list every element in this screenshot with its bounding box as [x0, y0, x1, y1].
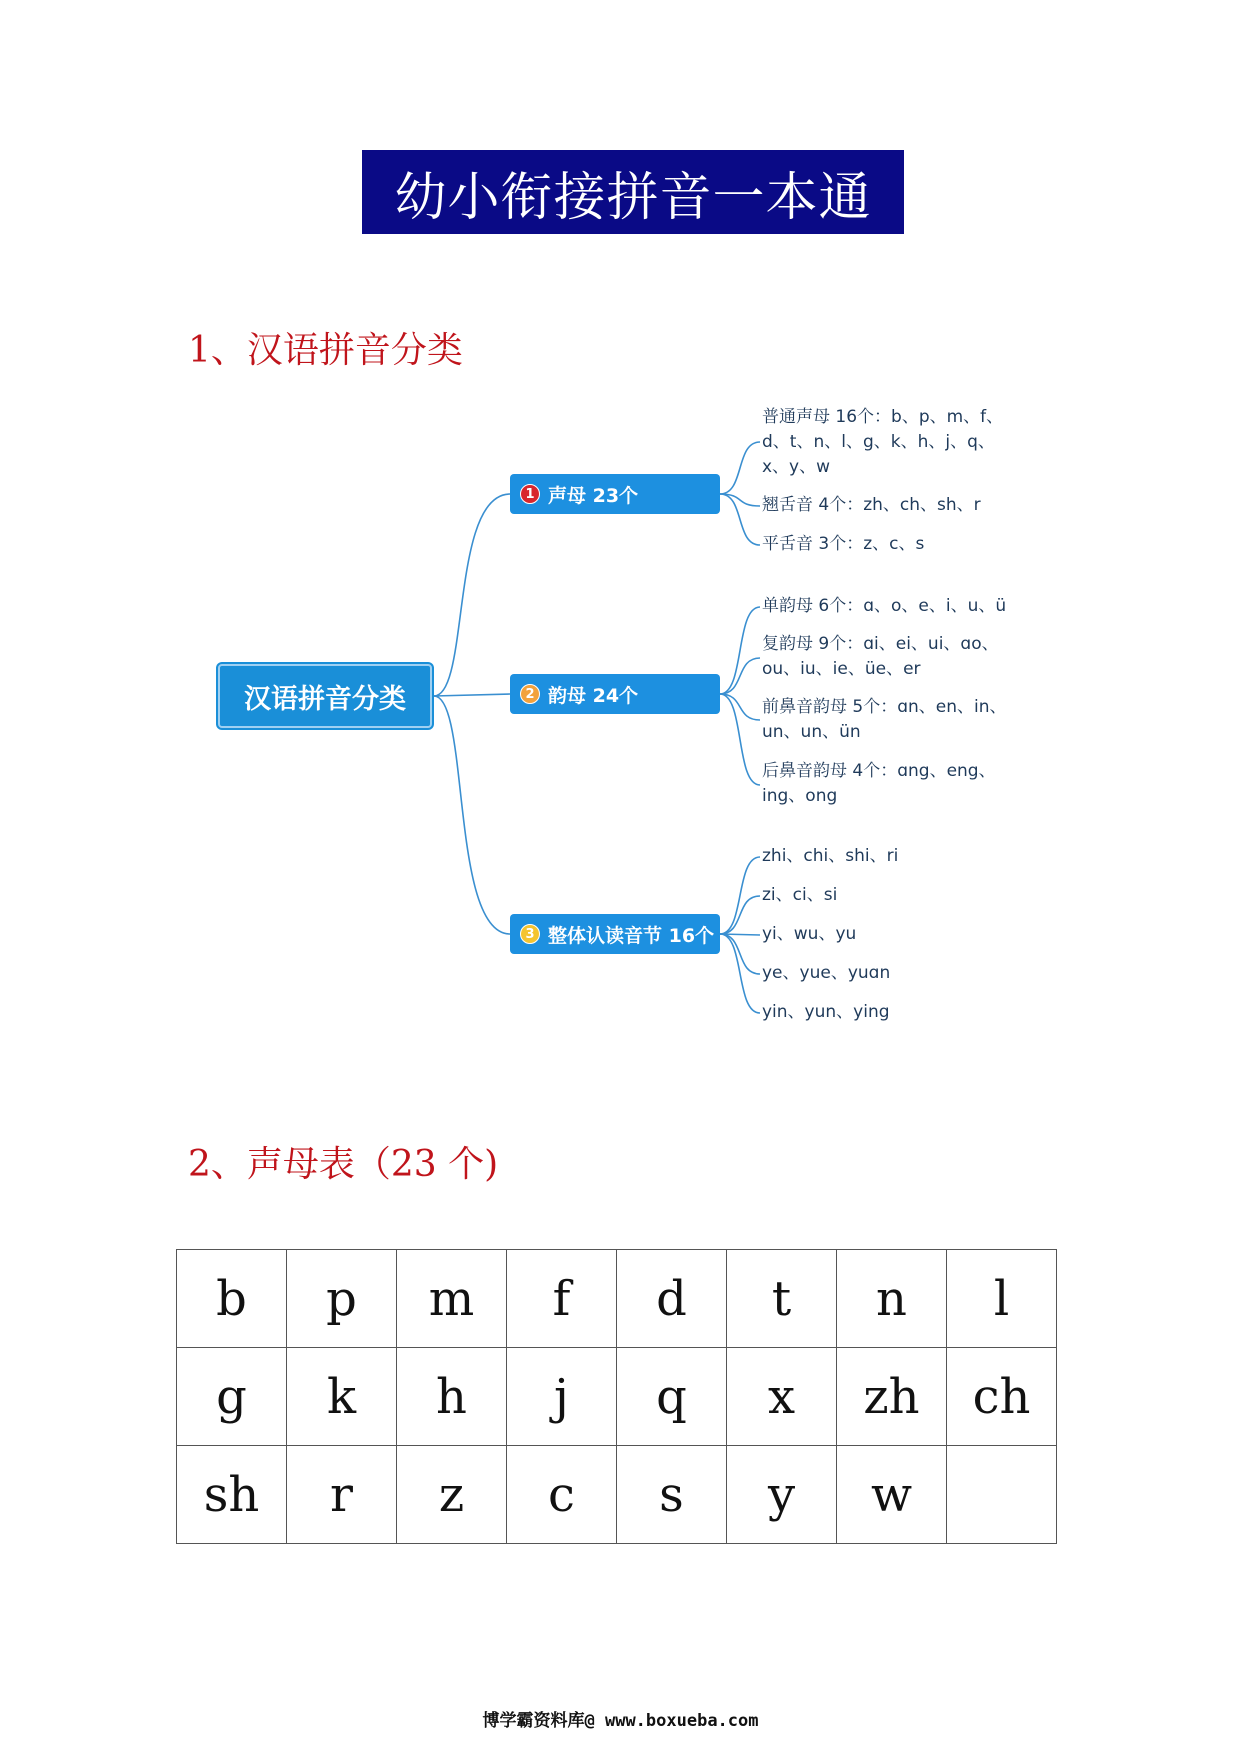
- connector-root-branch2: [434, 694, 510, 696]
- table-cell: ch: [947, 1348, 1057, 1446]
- mindmap-leaf: zi、ci、si: [762, 885, 838, 905]
- connector-root-branch1: [434, 494, 510, 696]
- initials-table: [176, 1249, 1057, 1544]
- mindmap-root-node: 汉语拼音分类: [218, 664, 432, 728]
- connector-b1-leaf1: [720, 442, 760, 494]
- connector-b3-leaf3: [720, 934, 760, 935]
- mindmap-branch-initials: [510, 474, 720, 514]
- table-cell: d: [617, 1250, 727, 1348]
- connector-b1-leaf2: [720, 494, 760, 506]
- connector-root-branch3: [434, 696, 510, 934]
- mindmap-leaf: 普通声母 16个：b、p、m、f、 d、t、n、l、g、k、h、j、q、 x、y、w: [762, 407, 1004, 477]
- connector-b2-leaf1: [720, 607, 760, 694]
- table-cell: b: [177, 1250, 287, 1348]
- table-cell: m: [397, 1250, 507, 1348]
- number-badge-icon: 2: [520, 684, 540, 704]
- mindmap-leaf: 复韵母 9个：ɑi、ei、ui、ɑo、 ou、iu、ie、üe、er: [762, 634, 999, 679]
- table-cell: y: [727, 1446, 837, 1544]
- number-badge-icon: 1: [520, 484, 540, 504]
- table-cell: h: [397, 1348, 507, 1446]
- table-cell: p: [287, 1250, 397, 1348]
- table-cell: q: [617, 1348, 727, 1446]
- footer-watermark: 博学霸资料库@ www.boxueba.com: [482, 1711, 759, 1731]
- table-cell: c: [507, 1446, 617, 1544]
- table-row: [177, 1446, 1057, 1544]
- table-cell: n: [837, 1250, 947, 1348]
- page-title: 幼小衔接拼音一本通: [362, 150, 904, 234]
- mindmap-leaf: 平舌音 3个：z、c、s: [762, 534, 925, 554]
- branch-label: 韵母 24个: [548, 684, 639, 707]
- table-row: [177, 1348, 1057, 1446]
- table-cell: w: [837, 1446, 947, 1544]
- table-cell: sh: [177, 1446, 287, 1544]
- branch-label: 声母 23个: [548, 484, 639, 507]
- connector-b3-leaf5: [720, 934, 760, 1013]
- mindmap-leaf: 前鼻音韵母 5个：ɑn、en、in、 un、un、ün: [762, 697, 1007, 742]
- section-heading-classification: 1、汉语拼音分类: [188, 330, 463, 371]
- mindmap-leaf: zhi、chi、shi、ri: [762, 846, 899, 866]
- connector-b3-leaf1: [720, 857, 760, 934]
- table-cell: z: [397, 1446, 507, 1544]
- mindmap-leaf: ye、yue、yuɑn: [762, 963, 891, 983]
- table-cell: j: [507, 1348, 617, 1446]
- connector-b2-leaf4: [720, 694, 760, 785]
- mindmap-leaf: yi、wu、yu: [762, 924, 857, 944]
- table-cell: k: [287, 1348, 397, 1446]
- connector-b3-leaf4: [720, 934, 760, 974]
- table-cell: r: [287, 1446, 397, 1544]
- connector-b2-leaf2: [720, 658, 760, 694]
- number-badge-icon: 3: [520, 924, 540, 944]
- section-heading-initials-table: 2、声母表（23 个): [188, 1144, 499, 1185]
- mindmap-leaf: 单韵母 6个：ɑ、o、e、i、u、ü: [762, 596, 1007, 616]
- table-cell: f: [507, 1250, 617, 1348]
- mindmap-branch-finals: [510, 674, 720, 714]
- branch-label: 整体认读音节 16个: [548, 924, 715, 947]
- connector-b2-leaf3: [720, 694, 760, 720]
- mindmap-leaf: 后鼻音韵母 4个：ɑng、eng、 ing、ong: [762, 761, 996, 806]
- table-row: [177, 1250, 1057, 1348]
- connector-b3-leaf2: [720, 896, 760, 934]
- table-cell: [947, 1446, 1057, 1544]
- table-cell: t: [727, 1250, 837, 1348]
- table-cell: s: [617, 1446, 727, 1544]
- table-cell: g: [177, 1348, 287, 1446]
- table-cell: l: [947, 1250, 1057, 1348]
- connector-b1-leaf3: [720, 494, 760, 545]
- mindmap-branch-whole-syllables: [510, 914, 720, 954]
- table-cell: zh: [837, 1348, 947, 1446]
- mindmap-leaf: yin、yun、ying: [762, 1002, 890, 1022]
- mindmap-leaf: 翘舌音 4个：zh、ch、sh、r: [762, 495, 981, 515]
- table-cell: x: [727, 1348, 837, 1446]
